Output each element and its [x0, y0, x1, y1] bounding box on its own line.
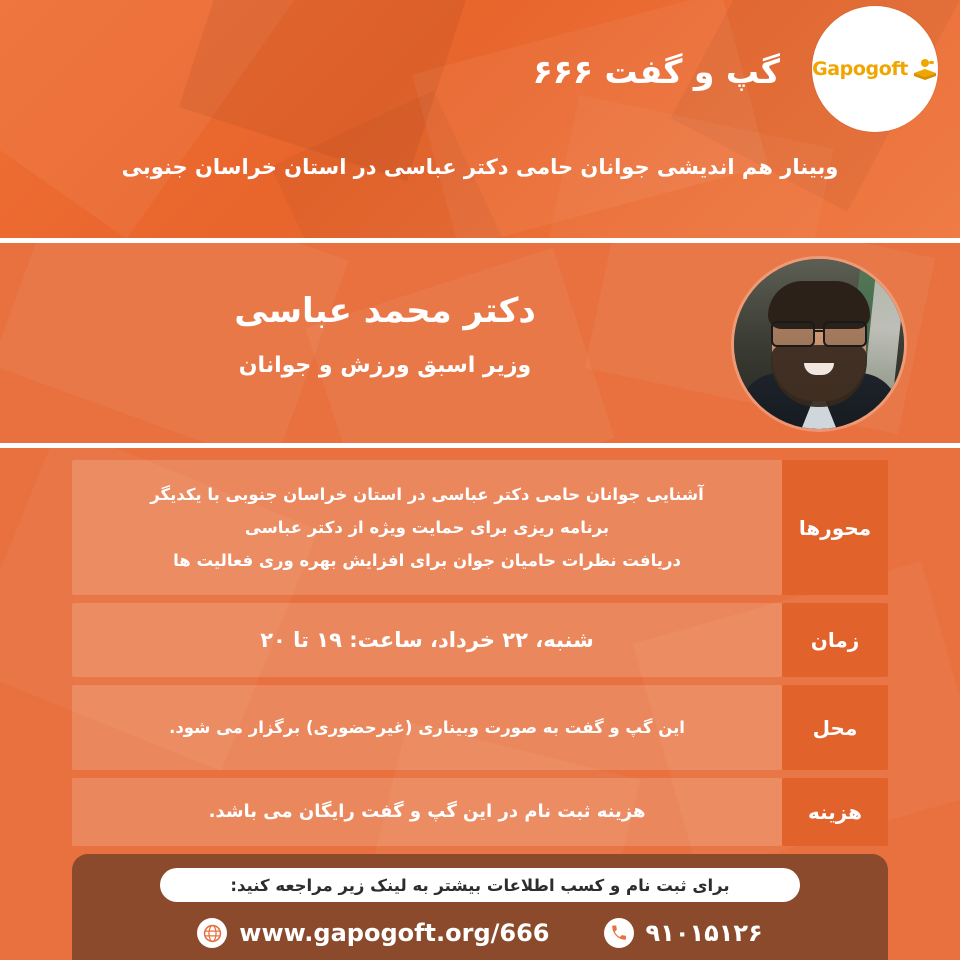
website-contact[interactable]	[197, 918, 549, 948]
phone-icon	[604, 918, 634, 948]
topic-line: برنامه ریزی برای حمایت ویژه از دکتر عباسی	[244, 518, 610, 537]
contact-row	[72, 918, 888, 948]
phone-number: ۹۱۰۱۵۱۲۶	[645, 919, 763, 947]
cta-banner[interactable]: برای ثبت نام و کسب اطلاعات بیشتر به لینک زیر مراجعه کنید:	[160, 868, 800, 902]
detail-value-time: شنبه، ۲۲ خرداد، ساعت: ۱۹ تا ۲۰	[72, 603, 782, 677]
detail-row-topics	[72, 460, 888, 595]
detail-row-cost	[72, 778, 888, 846]
speaker-avatar	[734, 259, 904, 429]
website-url: www.gapogoft.org/666	[239, 919, 550, 947]
poster-footer	[72, 854, 888, 960]
phone-contact[interactable]	[604, 918, 763, 948]
decorative-facet	[0, 238, 349, 448]
detail-label-place: محل	[782, 685, 888, 770]
poster-header	[0, 0, 960, 238]
speaker-name: دکتر محمد عباسی	[234, 291, 536, 331]
page-title: گپ و گفت ۶۶۶	[532, 52, 780, 91]
page-subtitle: وبینار هم اندیشی جوانان حامی دکتر عباسی در استان خراسان جنوبی	[121, 155, 839, 179]
globe-icon	[197, 918, 227, 948]
speaker-band	[0, 238, 960, 448]
topic-line: دریافت نظرات حامیان جوان برای افزایش بهره وری فعالیت ها	[173, 551, 681, 570]
avatar-glasses	[767, 321, 871, 343]
brand-logo	[812, 6, 938, 132]
detail-label-time: زمان	[782, 603, 888, 677]
detail-value-place: این گپ و گفت به صورت وبیناری (غیرحضوری) برگزار می شود.	[72, 685, 782, 770]
book-cup-icon	[912, 57, 938, 81]
detail-label-topics: محورها	[782, 460, 888, 595]
detail-value-cost: هزینه ثبت نام در این گپ و گفت رایگان می باشد.	[72, 778, 782, 846]
decorative-facet	[305, 248, 614, 448]
speaker-role: وزیر اسبق ورزش و جوانان	[238, 353, 532, 378]
detail-label-cost: هزینه	[782, 778, 888, 846]
detail-value-topics	[72, 460, 782, 595]
details-section	[0, 448, 960, 960]
brand-logo-text: Gapogoft	[812, 58, 908, 80]
detail-row-place	[72, 685, 888, 770]
detail-row-time	[72, 603, 888, 677]
topic-line: آشنایی جوانان حامی دکتر عباسی در استان خراسان جنوبی با یکدیگر	[150, 485, 704, 504]
